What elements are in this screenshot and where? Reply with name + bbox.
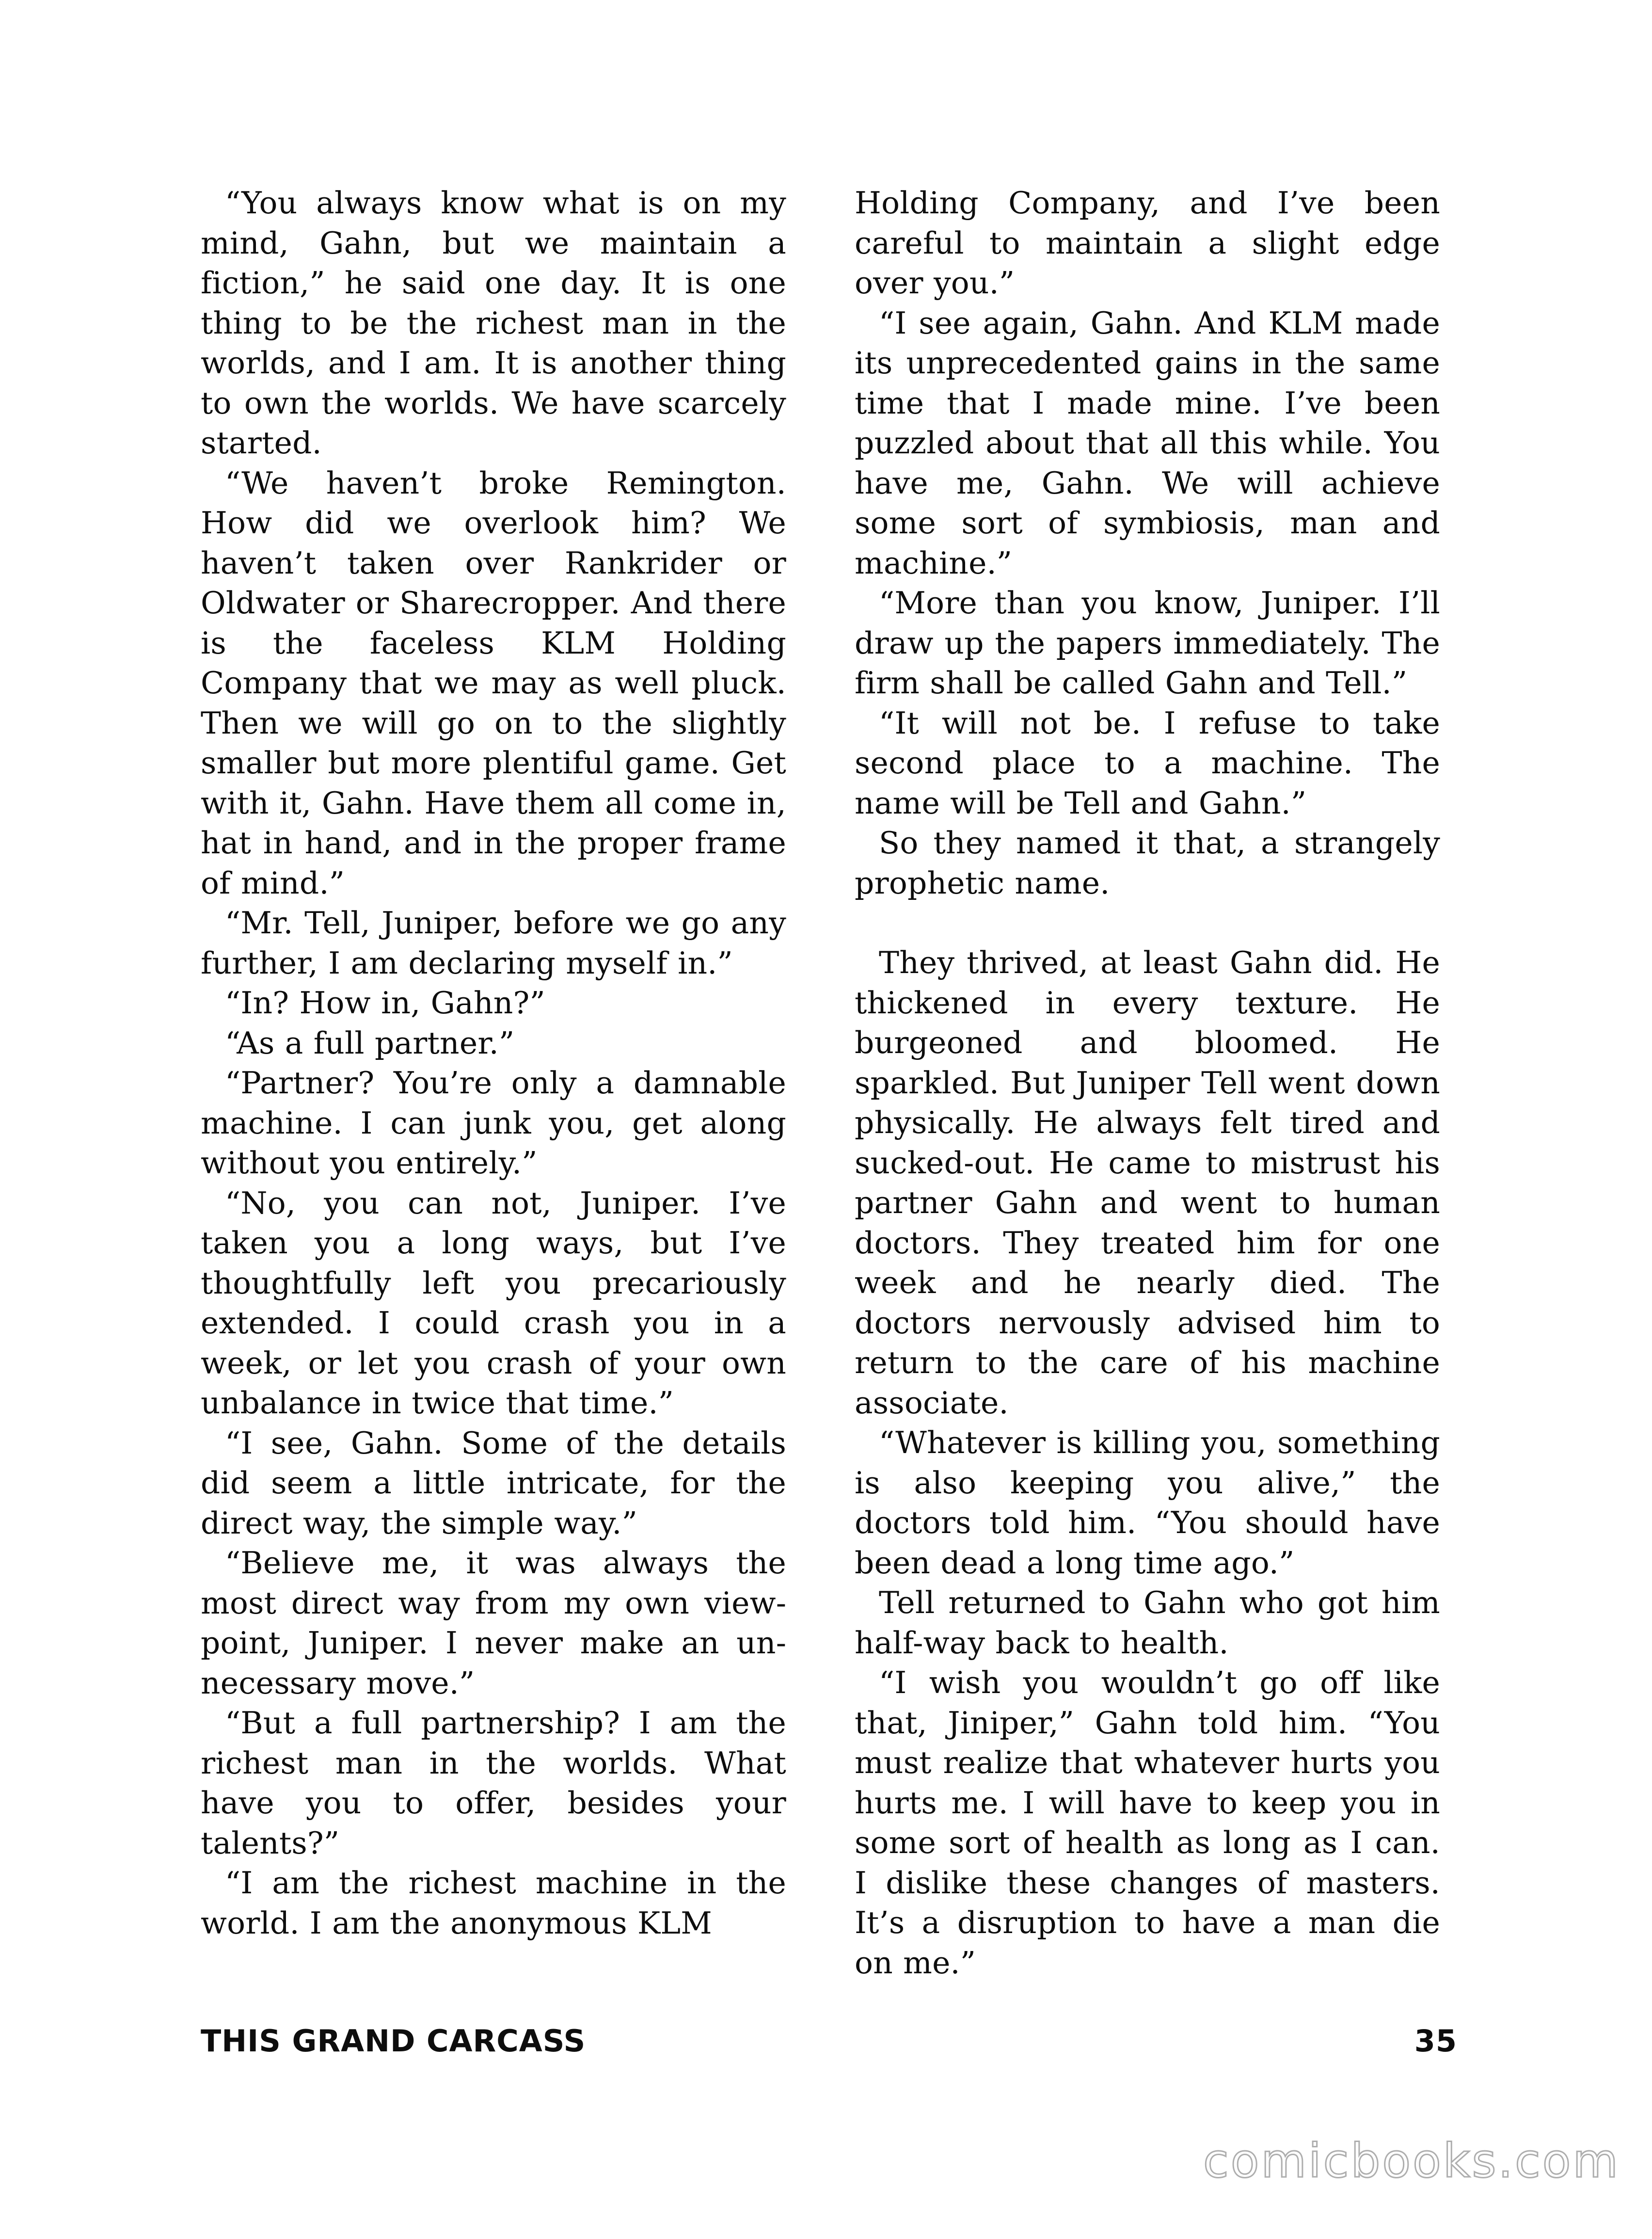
paragraph: “I wish you wouldn’t go off like that, Jiniper,” Gahn told him. “You must realize that whatever hurts you hurts me. I will have to keep you in some sort of health as long as I can. I dislike these changes of masters. It’s a disruption to have a man die on me.” (855, 1665, 1440, 1981)
paragraph: “I see, Gahn. Some of the details did seem a little intricate, for the direct way, the simple way.” (201, 1425, 786, 1541)
left-text-column (201, 183, 786, 1943)
paragraph-continued: Holding Company, and I’ve been careful to maintain a slight edge over you.” (855, 185, 1440, 301)
paragraph: “Believe me, it was always the most direct way from my own viewpoint, Juniper. I never make an unnecessary move.” (201, 1545, 786, 1701)
paragraph: “But a full partnership? I am the richest man in the worlds. What have you to offer, besides your talents?” (201, 1705, 786, 1861)
paragraph: “In? How in, Gahn?” (225, 985, 545, 1021)
paragraph: Tell returned to Gahn who got him half-way back to health. (855, 1585, 1440, 1661)
paragraph: “No, you can not, Juniper. I’ve taken you a long ways, but I’ve thoughtfully left you precariously extended. I could crash you in a week, or let you crash of your own unbalance in twice that time.” (201, 1185, 786, 1421)
paragraph-section-start: They thrived, at least Gahn did. He thickened in every texture. He burgeoned and bloomed. He sparkled. But Juniper Tell went down physically. He always felt tired and sucked-out. He came to mistrust his partner Gahn and went to human doctors. They treated him for one week and he nearly died. The doctors nervously advised him to return to the care of his machine associate. (855, 945, 1440, 1421)
paragraph: “As a full partner.” (225, 1025, 515, 1061)
paragraph: “I see again, Gahn. And KLM made its unprecedented gains in the same time that I made mine. I’ve been puzzled about that all this while. You have me, Gahn. We will achieve some sort of symbiosis, man and machine.” (855, 305, 1440, 581)
right-text-column (855, 183, 1440, 1983)
watermark: comicbooks.com (1203, 2134, 1620, 2188)
paragraph: So they named it that, a strangely prophetic name. (855, 825, 1440, 901)
paragraph: “Mr. Tell, Juniper, before we go any further, I am declaring myself in.” (201, 905, 786, 981)
page-number: 35 (1414, 2023, 1457, 2059)
running-title: THIS GRAND CARCASS (201, 2023, 586, 2059)
paragraph: “Partner? You’re only a damnable machine. I can junk you, get along without you entirely.” (201, 1065, 786, 1181)
paragraph: “We haven’t broke Remington. How did we overlook him? We haven’t taken over Rankrider or Oldwater or Sharecropper. And there is the faceless KLM Holding Company that we may as well pluck. Then we will go on to the slightly smaller but more plentiful game. Get with it, Gahn. Have them all come in, hat in hand, and in the proper frame of mind.” (201, 465, 786, 901)
paragraph: “I am the richest machine in the world. I am the anonymous KLM (201, 1865, 786, 1941)
paragraph: “More than you know, Juniper. I’ll draw up the papers immediately. The firm shall be called Gahn and Tell.” (855, 585, 1440, 701)
paragraph: “You always know what is on my mind, Gahn, but we maintain a fiction,” he said one day. It is one thing to be the richest man in the worlds, and I am. It is another thing to own the worlds. We have scarcely started. (201, 185, 786, 461)
paragraph: “It will not be. I refuse to take second place to a machine. The name will be Tell and Gahn.” (855, 705, 1440, 821)
paragraph: “Whatever is killing you, something is also keeping you alive,” the doctors told him. “You should have been dead a long time ago.” (855, 1425, 1440, 1581)
